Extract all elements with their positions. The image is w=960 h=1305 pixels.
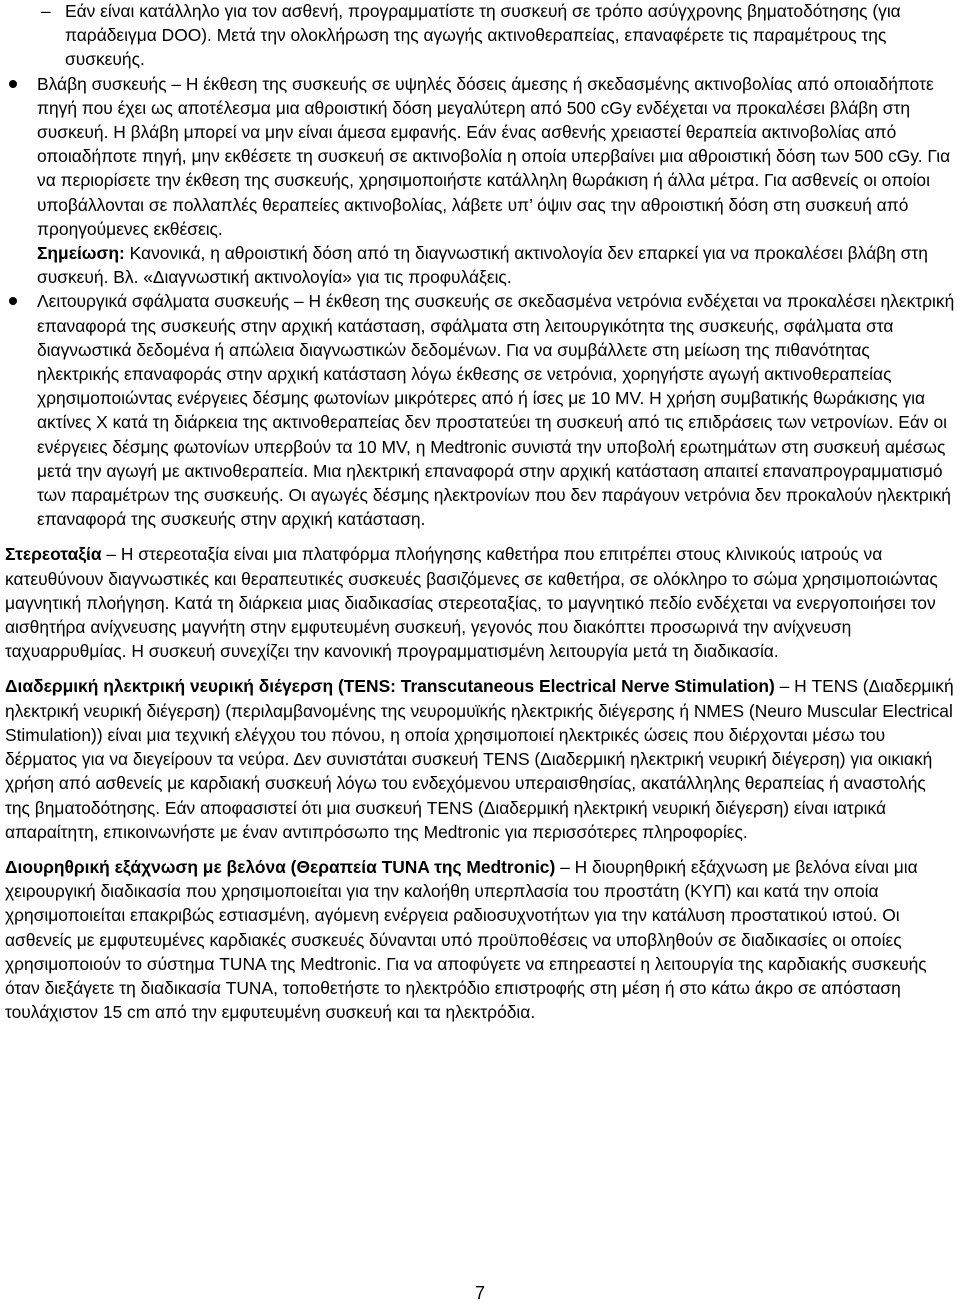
dash-list-item xyxy=(5,0,955,72)
page-number: 7 xyxy=(474,1283,485,1303)
note-label: Σημείωση: xyxy=(37,243,125,264)
section-body: – Η TENS (Διαδερμική ηλεκτρική νευρική διέγερση) (περιλαμβανομένης της νευρομυϊκής ηλεκτρικής διέγερσης ή NMES (Neuro Muscular Electrical Stimulation)) είναι μια τεχνική ελέγχου του πόνου, η οποία χρησιμοποιεί ηλεκτρικές ώσεις που διέρχονται μέσω του δέρματος για να διεγείρουν τα νεύρα. Δεν συνιστάται συσκευή TENS (Διαδερμική ηλεκτρική νευρική διέγερση) για οικιακή χρήση από ασθενείς με καρδιακή συσκευή λόγω του ενδεχόμενου υπεραισθησίας, ακατάλληλης θεραπείας ή αναστολής της βηματοδότησης. Εάν αποφασιστεί ότι μια συσκευή TENS (Διαδερμική ηλεκτρική νευρική διέγερση) είναι ιατρικά απαραίτητη, επικοινωνήστε με έναν αντιπρόσωπο της Medtronic για περισσότερες πληροφορίες. xyxy=(5,676,954,842)
bullet-item-device-damage xyxy=(5,72,955,290)
bullet-dot-icon xyxy=(9,80,17,88)
bullet-item-text: Λειτουργικά σφάλματα συσκευής – Η έκθεση της συσκευής σε σκεδασμένα νετρόνια ενδέχεται να προκαλέσει ηλεκτρική επαναφορά της συσκευής στην αρχική κατάσταση, σφάλματα στη λειτουργικότητα της συσκευής, σφάλματα στα διαγνωστικά δεδομένα ή απώλεια διαγνωστικών δεδομένων. Για να συμβάλλετε στη μείωση της πιθανότητας ηλεκτρικής επαναφοράς στην αρχική κατάσταση λόγω έκθεσης σε νετρόνια, χορηγήστε αγωγή ακτινοθεραπείας χρησιμοποιώντας ενέργειες δέσμης φωτονίων μικρότερες από ή ίσες με 10 MV. Η χρήση συμβατικής θωράκισης για ακτίνες X κατά τη διάρκεια της ακτινοθεραπείας δεν προστατεύει τη συσκευή από τις επιδράσεις των νετρονίων. Εάν οι ενέργειες δέσμης φωτονίων υπερβούν τα 10 MV, η Medtronic συνιστά την υποβολή ερωτημάτων στη συσκευή αμέσως μετά την αγωγή με ακτινοθεραπεία. Μια ηλεκτρική επαναφορά στην αρχική κατάσταση απαιτεί επαναπρογραμματισμό των παραμέτρων της συσκευής. Οι αγωγές δέσμης ηλεκτρονίων που δεν παράγουν νετρόνια δεν προκαλούν ηλεκτρική επαναφορά της συσκευής στην αρχική κατάσταση. xyxy=(37,291,955,530)
bullet-item-device-malfunction xyxy=(5,289,955,531)
note-paragraph xyxy=(37,241,955,289)
bullet-dot-icon xyxy=(9,297,17,305)
bullet-item-text: Βλάβη συσκευής – Η έκθεση της συσκευής σε υψηλές δόσεις άμεσης ή σκεδασμένης ακτινοβολίας από οποιαδήποτε πηγή που έχει ως αποτέλεσμα μια αθροιστική δόση μεγαλύτερη από 500 cGy ενδέχεται να προκαλέσει βλάβη στη συσκευή. Η βλάβη μπορεί να μην είναι άμεσα εμφανής. Εάν ένας ασθενής χρειαστεί θεραπεία ακτινοβολίας από οποιαδήποτε πηγή, μην εκθέσετε τη συσκευή σε ακτινοβολία η οποία υπερβαίνει μια αθροιστική δόση των 500 cGy. Για να περιορίσετε την έκθεση της συσκευής, χρησιμοποιήστε κατάλληλη θωράκιση ή άλλα μέτρα. Για ασθενείς οι οποίοι υποβάλλονται σε πολλαπλές θεραπείες ακτινοβολίας, λάβετε υπ’ όψιν σας την αθροιστική δόση στη συσκευή από προηγούμενες εκθέσεις. xyxy=(37,73,951,239)
section-heading: Στερεοταξία xyxy=(5,544,102,565)
section-body: – Η διουρηθρική εξάχνωση με βελόνα είναι μια χειρουργική διαδικασία που χρησιμοποιείται για την καλοήθη υπερπλασία του προστάτη (ΚΥΠ) και κατά την οποία χρησιμοποιείται επακριβώς εστιασμένη, αγόμενη ενέργεια ραδιοσυχνοτήτων για την κατάλυση προστατικού ιστού. Οι ασθενείς με εμφυτευμένες καρδιακές συσκευές δύνανται υπό προϋποθέσεις να υποβληθούν σε διαδικασίες οι οποίες χρησιμοποιούν το σύστημα TUNA της Medtronic. Για να αποφύγετε να επηρεαστεί η λειτουργία της καρδιακής συσκευής όταν διεξάγετε τη διαδικασία TUNA, τοποθετήστε το ηλεκτρόδιο επιστροφής στη μέση ή στο κάτω άκρο σε απόσταση τουλάχιστον 15 cm από την εμφυτευμένη συσκευή και τα ηλεκτρόδια. xyxy=(5,856,927,1023)
section-body: – Η στερεοταξία είναι μια πλατφόρμα πλοήγησης καθετήρα που επιτρέπει στους κλινικούς ιατρούς να κατευθύνουν διαγνωστικές και θεραπευτικές συσκευές βασιζόμενες σε καθετήρα, σε ολόκληρο το σώμα χρησιμοποιώντας μαγνητική πλοήγηση. Κατά τη διάρκεια μιας διαδικασίας στερεοταξίας, το μαγνητικό πεδίο ενδέχεται να ενεργοποιήσει τον αισθητήρα ανίχνευσης μαγνήτη στην εμφυτευμένη συσκευή, γεγονός που διακόπτει προσωρινά την ανίχνευση ταχυαρρυθμίας. Η συσκευή συνεχίζει την κανονική προγραμματισμένη λειτουργία μετά τη διαδικασία. xyxy=(5,544,938,662)
section-stereotaxis xyxy=(5,542,955,663)
section-heading: Διαδερμική ηλεκτρική νευρική διέγερση (TENS: Transcutaneous Electrical Nerve Stimulation) xyxy=(5,676,775,697)
note-text: Κανονικά, η αθροιστική δόση από τη διαγνωστική ακτινολογία δεν επαρκεί για να προκαλέσει βλάβη στη συσκευή. Βλ. «Διαγνωστική ακτινολογία» για τις προφυλάξεις. xyxy=(37,243,928,288)
section-tuna xyxy=(5,855,955,1024)
section-heading: Διουρηθρική εξάχνωση με βελόνα (Θεραπεία TUNA της Medtronic) xyxy=(5,856,556,877)
section-tens xyxy=(5,674,955,843)
dash-item-text: Εάν είναι κατάλληλο για τον ασθενή, προγραμματίστε τη συσκευή σε τρόπο ασύγχρονης βηματοδότησης (για παράδειγμα DOO). Μετά την ολοκλήρωση της αγωγής ακτινοθεραπείας, επαναφέρετε τις παραμέτρους της συσκευής. xyxy=(65,1,901,70)
text-column xyxy=(5,0,955,1024)
dash-marker: – xyxy=(41,1,51,21)
